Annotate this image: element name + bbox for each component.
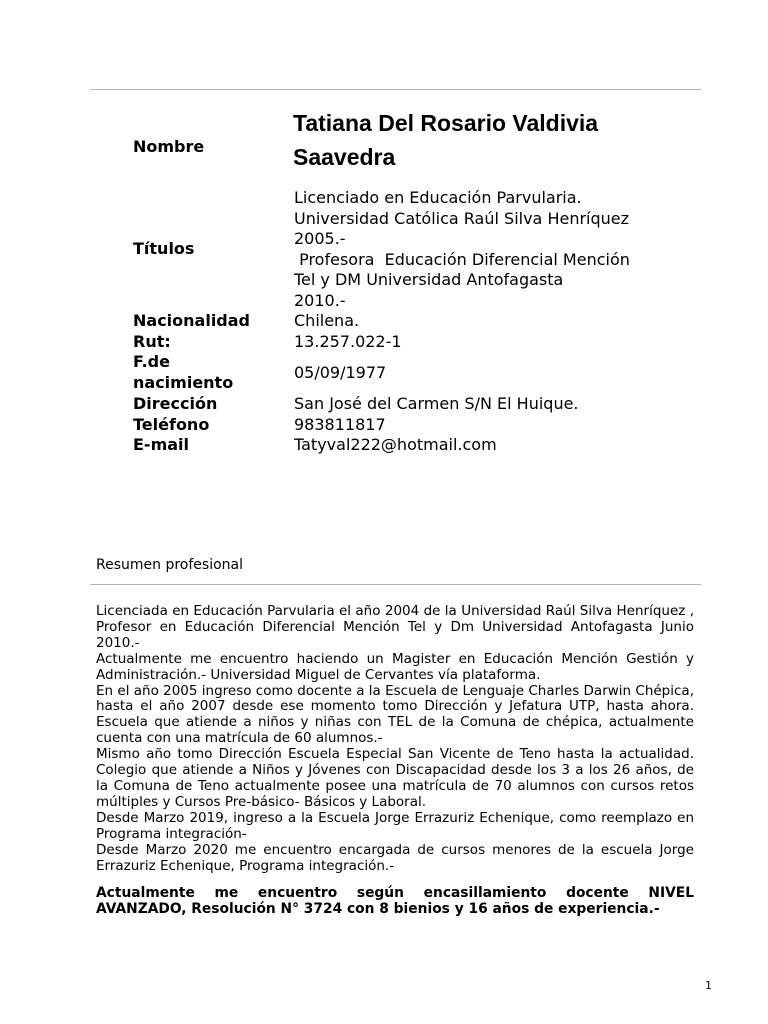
summary-divider — [90, 584, 701, 585]
titulos-line: Profesora Educación Diferencial Mención — [294, 249, 630, 269]
name-label: Nombre — [133, 137, 205, 156]
titulos-label: Títulos — [133, 239, 195, 258]
titulos-line: Tel y DM Universidad Antofagasta — [294, 270, 564, 289]
summary-body — [96, 604, 694, 918]
rut-label: Rut: — [133, 332, 171, 351]
telefono-label: Teléfono — [133, 415, 210, 434]
summary-paragraph: Desde Marzo 2020 me encuentro encargada de cursos menores de la escuela Jorge Errazuriz Echenique, Programa integración.- — [96, 841, 694, 874]
summary-paragraph: En el año 2005 ingreso como docente a la Escuela de Lenguaje Charles Darwin Chépica, hasta el año 2007 desde ese momento tomo Dirección y Jefatura UTP, hasta ahora. Escuela que atiende a niños y niñas con TEL de la Comuna de chépica, actualmente cuenta con una matrícula de 60 alumnos.- — [96, 682, 694, 747]
summary-paragraph: Licenciada en Educación Parvularia el año 2004 de la Universidad Raúl Silva Henríquez , Profesor en Educación Diferencial Mención Tel y Dm Universidad Antofagasta Junio 2010.- — [96, 603, 694, 651]
nacionalidad-label: Nacionalidad — [133, 311, 251, 330]
top-divider — [90, 89, 701, 90]
titulos-line: Universidad Católica Raúl Silva Henríquez — [294, 208, 630, 228]
titulos-value — [294, 188, 630, 311]
direccion-label: Dirección — [133, 394, 218, 413]
telefono-value: 983811817 — [294, 415, 386, 434]
nacionalidad-value: Chilena. — [294, 311, 360, 330]
full-name: Tatiana Del Rosario Valdivia Saavedra — [293, 110, 599, 170]
titulos-line: 2005.- — [294, 229, 346, 248]
titulos-line: Licenciado en Educación Parvularia. — [294, 188, 582, 207]
summary-paragraph: Actualmente me encuentro haciendo un Magister en Educación Mención Gestión y Administración.- Universidad Miguel de Cervantes vía plataforma. — [96, 650, 694, 683]
rut-value: 13.257.022-1 — [294, 332, 402, 351]
direccion-value: San José del Carmen S/N El Huique. — [294, 394, 579, 413]
page-number: 1 — [705, 979, 712, 992]
email-value: Tatyval222@hotmail.com — [294, 435, 497, 454]
summary-title: Resumen profesional — [96, 557, 243, 573]
nacimiento-value: 05/09/1977 — [294, 363, 387, 382]
summary-paragraph: Mismo año tomo Dirección Escuela Especial San Vicente de Teno hasta la actualidad. Colegio que atiende a Niños y Jóvenes con Discapacidad desde los 3 a los 26 años, de la Comuna de Teno actualmente posee una matrícula de 70 alumnos con cursos retos múltiples y Cursos Pre-básico- Básicos y Laboral. — [96, 746, 694, 810]
nacimiento-label: F.de nacimiento — [133, 352, 234, 392]
titulos-line: 2010.- — [294, 290, 346, 310]
summary-paragraph: Desde Marzo 2019, ingreso a la Escuela Jorge Errazuriz Echenique, como reemplazo en Programa integración- — [96, 809, 694, 842]
summary-closing: Actualmente me encuentro según encasillamiento docente NIVEL AVANZADO, Resolución N° 3724 con 8 bienios y 16 años de experiencia.- — [96, 885, 694, 918]
email-label: E-mail — [133, 435, 190, 454]
